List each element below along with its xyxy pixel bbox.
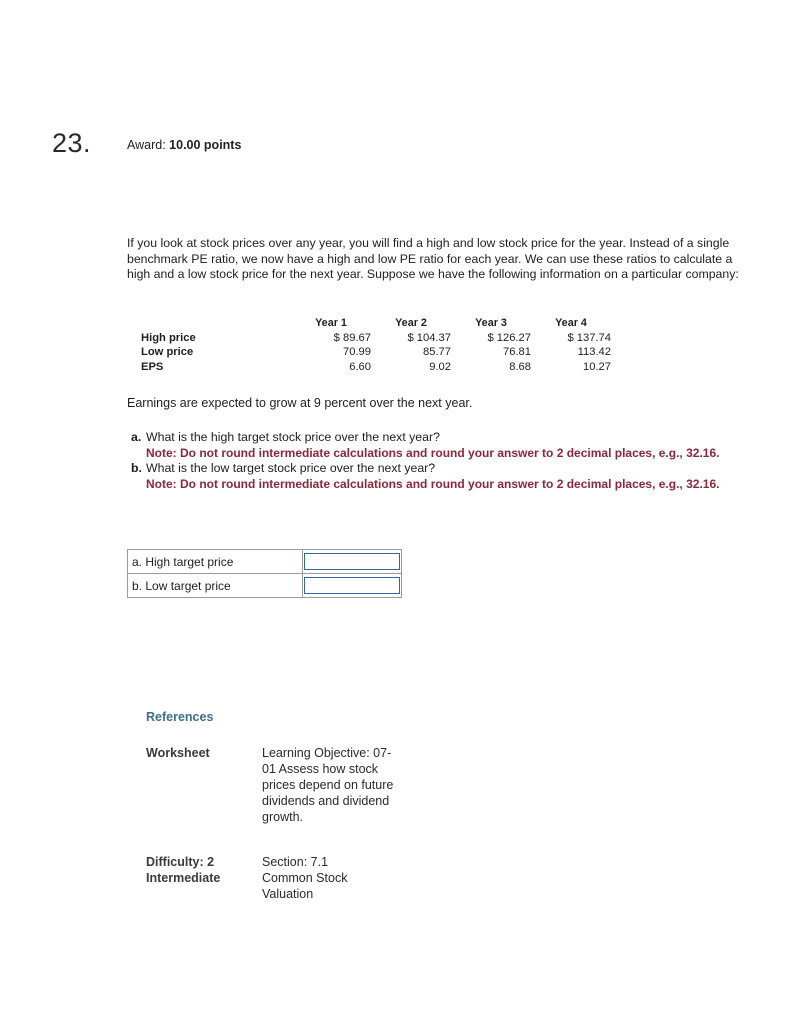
part-b bbox=[131, 461, 751, 492]
learning-objective: Learning Objective: 07-01 Assess how stock prices depend on future dividends and dividend growth. bbox=[262, 746, 394, 824]
row-label-eps: EPS bbox=[141, 360, 164, 373]
worksheet-link[interactable]: Worksheet bbox=[146, 746, 210, 760]
row-label-high-price: High price bbox=[141, 331, 196, 344]
table-cell: 6.60 bbox=[349, 360, 371, 373]
column-header: Year 3 bbox=[475, 317, 507, 329]
table-cell: 10.27 bbox=[583, 360, 611, 373]
column-header: Year 4 bbox=[555, 317, 587, 329]
part-question: What is the low target stock price over the next year? bbox=[146, 461, 436, 476]
part-letter: a. bbox=[131, 430, 142, 444]
answer-row bbox=[128, 574, 402, 598]
answer-cell bbox=[303, 550, 402, 574]
award-value: 10.00 points bbox=[169, 138, 242, 152]
award-line bbox=[127, 138, 241, 152]
table-row bbox=[141, 331, 611, 346]
row-label-low-price: Low price bbox=[141, 346, 194, 358]
table-cell: $ 89.67 bbox=[333, 331, 371, 344]
question-parts bbox=[131, 430, 751, 492]
answer-cell bbox=[303, 574, 402, 598]
answer-table bbox=[127, 549, 402, 598]
table-cell: $ 137.74 bbox=[567, 331, 611, 344]
table-row bbox=[141, 345, 611, 360]
table-cell: 70.99 bbox=[343, 346, 371, 358]
section: Section: 7.1 Common Stock Valuation bbox=[262, 855, 348, 901]
answer-row bbox=[128, 550, 402, 574]
references-heading[interactable]: References bbox=[146, 710, 214, 724]
part-letter: b. bbox=[131, 461, 142, 476]
rounding-note: Note: Do not round intermediate calculations and round your answer to 2 decimal places, e.g., 32.16. bbox=[146, 445, 720, 460]
column-header: Year 2 bbox=[395, 317, 427, 329]
table-cell: $ 104.37 bbox=[407, 331, 451, 344]
table-cell: 8.68 bbox=[509, 360, 531, 373]
table-cell: 76.81 bbox=[503, 346, 531, 358]
low-target-price-input[interactable] bbox=[304, 577, 400, 594]
table-cell: 113.42 bbox=[577, 346, 611, 358]
part-question: What is the high target stock price over the next year? bbox=[146, 430, 440, 444]
table-cell: $ 126.27 bbox=[487, 331, 531, 344]
question-number: 23. bbox=[52, 128, 92, 158]
high-target-price-input[interactable] bbox=[304, 553, 400, 570]
award-label: Award: bbox=[127, 138, 166, 152]
answer-label-high: a. High target price bbox=[128, 550, 303, 574]
table-header-row bbox=[141, 316, 611, 331]
stock-data-table bbox=[141, 316, 611, 374]
difficulty: Difficulty: 2 Intermediate bbox=[146, 855, 221, 885]
growth-statement: Earnings are expected to grow at 9 percent over the next year. bbox=[127, 396, 473, 410]
table-cell: 85.77 bbox=[423, 346, 451, 358]
table-row bbox=[141, 360, 611, 375]
rounding-note: Note: Do not round intermediate calculations and round your answer to 2 decimal places, e.g., 32.16. bbox=[146, 476, 720, 491]
column-header: Year 1 bbox=[315, 317, 347, 329]
part-a bbox=[131, 430, 751, 461]
table-cell: 9.02 bbox=[429, 360, 451, 373]
question-intro: If you look at stock prices over any year, you will find a high and low stock price for the year. Instead of a single benchmark PE ratio, we now have a high and low PE ratio for each year. We can use these ratios to calculate a high and a low stock price for the next year. Suppose we have the following information on a particular company: bbox=[127, 236, 739, 282]
answer-label-low: b. Low target price bbox=[128, 574, 303, 598]
table-corner bbox=[141, 316, 291, 331]
